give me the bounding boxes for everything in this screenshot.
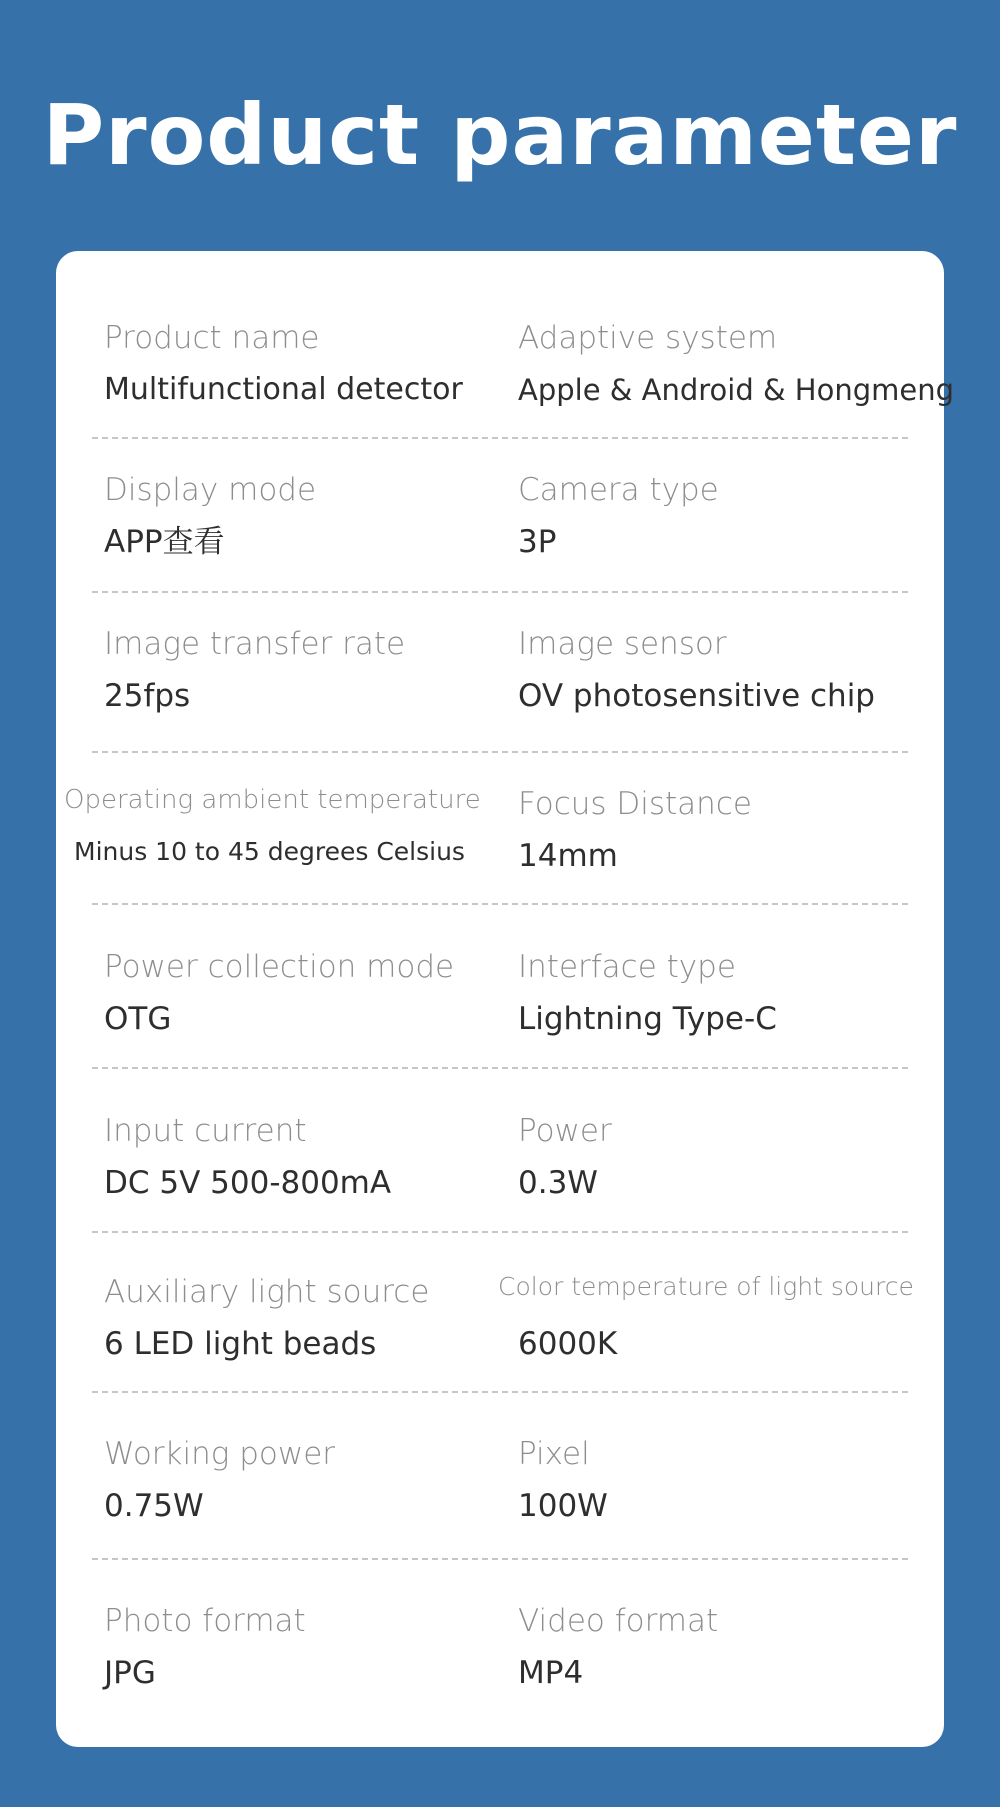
parameter-card — [56, 251, 954, 1747]
page-title: Product parameter — [42, 86, 958, 184]
row-divider — [92, 903, 908, 905]
row-divider — [92, 751, 908, 753]
row-divider — [92, 1067, 908, 1069]
photo-format-value: JPG — [104, 1655, 156, 1691]
working-power-value: 0.75W — [104, 1488, 204, 1524]
focus-distance-value: 14mm — [518, 838, 618, 874]
power-collection-mode-label: Power collection mode — [104, 949, 455, 985]
display-mode-label: Display mode — [104, 472, 317, 508]
interface-type-value: Lightning Type-C — [518, 1001, 777, 1037]
pixel-label: Pixel — [518, 1436, 590, 1472]
pixel-value: 100W — [518, 1488, 608, 1524]
row-divider — [92, 1391, 908, 1393]
image-sensor-value: OV photosensitive chip — [518, 678, 875, 714]
auxiliary-light-source-value: 6 LED light beads — [104, 1326, 377, 1362]
auxiliary-light-source-label: Auxiliary light source — [104, 1274, 430, 1310]
power-label: Power — [518, 1113, 612, 1149]
camera-type-label: Camera type — [518, 472, 719, 508]
input-current-value: DC 5V 500-800mA — [104, 1165, 392, 1201]
working-power-label: Working power — [104, 1436, 336, 1472]
row-divider — [92, 437, 908, 439]
image-transfer-rate-label: Image transfer rate — [104, 626, 406, 662]
focus-distance-label: Focus Distance — [518, 786, 752, 822]
product-name-value: Multifunctional detector — [104, 372, 463, 407]
input-current-label: Input current — [104, 1113, 307, 1149]
operating-temperature-label: Operating ambient temperature — [64, 785, 481, 815]
adaptive-system-label: Adaptive system — [518, 320, 778, 356]
color-temperature-label: Color temperature of light source — [498, 1272, 914, 1301]
row-divider — [92, 1558, 908, 1560]
product-name-label: Product name — [104, 320, 320, 356]
image-sensor-label: Image sensor — [518, 626, 727, 662]
image-transfer-rate-value: 25fps — [104, 678, 191, 714]
power-value: 0.3W — [518, 1165, 598, 1201]
power-collection-mode-value: OTG — [104, 1001, 172, 1037]
camera-type-value: 3P — [518, 524, 557, 560]
row-divider — [92, 1231, 908, 1233]
color-temperature-value: 6000K — [518, 1326, 618, 1362]
operating-temperature-value: Minus 10 to 45 degrees Celsius — [74, 837, 465, 866]
row-divider — [92, 591, 908, 593]
video-format-label: Video format — [518, 1603, 719, 1639]
display-mode-value: APP查看 — [104, 524, 225, 560]
photo-format-label: Photo format — [104, 1603, 306, 1639]
adaptive-system-value: Apple & Android & Hongmeng — [518, 373, 954, 407]
video-format-value: MP4 — [518, 1655, 584, 1691]
interface-type-label: Interface type — [518, 949, 736, 985]
